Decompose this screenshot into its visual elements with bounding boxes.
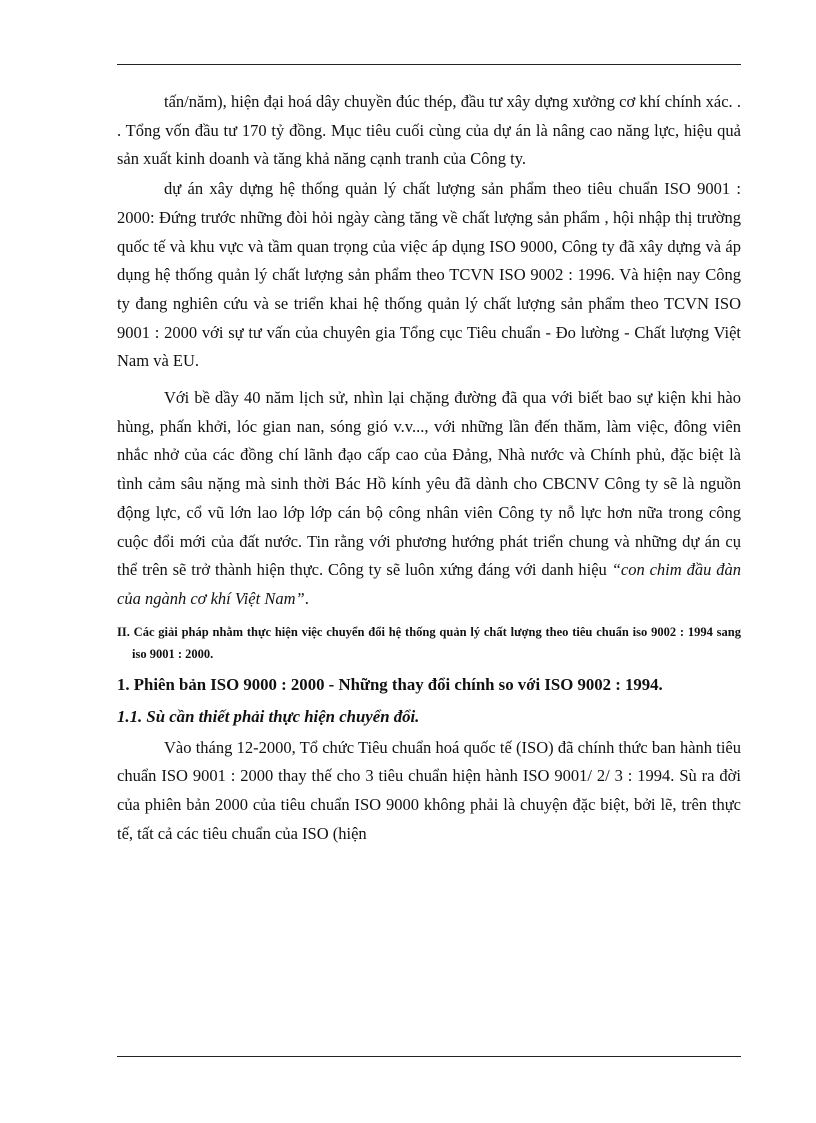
section-heading-ii: II. Các giải pháp nhằm thực hiện việc chuyển đổi hệ thống quản lý chất lượng theo tiêu chuẩn iso 9002 : 1994 sang iso 9001 : 2000. bbox=[117, 624, 741, 661]
footer-rule bbox=[117, 1056, 741, 1057]
paragraph-3-quote: “con chim đầu đàn của ngành cơ khí Việt Nam” bbox=[117, 560, 741, 608]
header-rule bbox=[117, 64, 741, 65]
paragraph-1: tấn/năm), hiện đại hoá dây chuyền đúc thép, đầu tư xây dựng xưởng cơ khí chính xác. . . Tổng vốn đầu tư 170 tỷ đồng. Mục tiêu cuối cùng của dự án là nâng cao năng lực, hiệu quả sản xuất kinh doanh và tăng khả năng cạnh tranh của Công ty. bbox=[117, 92, 741, 169]
heading-1: 1. Phiên bản ISO 9000 : 2000 - Những thay đổi chính so với ISO 9002 : 1994. bbox=[117, 674, 663, 694]
heading-1-1: 1.1. Sù cần thiết phải thực hiện chuyển đổi. bbox=[117, 706, 420, 726]
page-body bbox=[117, 88, 741, 848]
paragraph-4: Vào tháng 12-2000, Tổ chức Tiêu chuẩn hoá quốc tế (ISO) đã chính thức ban hành tiêu chuẩn ISO 9001 : 2000 thay thế cho 3 tiêu chuẩn hiện hành ISO 9001/ 2/ 3 : 1994. Sù ra đời của phiên bản 2000 của tiêu chuẩn ISO 9000 không phải là chuyện đặc biệt, bởi lẽ, trên thực tế, tất cả các tiêu chuẩn của ISO (hiện bbox=[117, 737, 741, 843]
paragraph-3-end: . bbox=[304, 588, 309, 608]
paragraph-3-text: Với bề dầy 40 năm lịch sử, nhìn lại chặng đường đã qua với biết bao sự kiện khi hào hùng, phấn khởi, lóc gian nan, sóng gió v.v..., với những lần đến thăm, làm việc, đông viên nhắc nhở của các đồng chí lãnh đạo cấp cao của Đảng, Nhà nước và Chính phủ, đặc biệt là tình cảm sâu nặng mà sinh thời Bác Hồ kính yêu đã dành cho CBCNV Công ty sẽ là nguồn động lực, cổ vũ lớn lao lớp lớp cán bộ công nhân viên Công ty nỗ lực hơn nữa trong công cuộc đổi mới của đất nước. Tin rằng với phương hướng phát triển chung và những dự án cụ thể trên sẽ trở thành hiện thực. Công ty sẽ luôn xứng đáng với danh hiệu bbox=[117, 388, 741, 580]
paragraph-2: dự án xây dựng hệ thống quản lý chất lượng sản phẩm theo tiêu chuẩn ISO 9001 : 2000: Đứng trước những đòi hỏi ngày càng tăng về chất lượng sản phẩm , hội nhập thị trường quốc tế và khu vực và tầm quan trọng của việc áp dụng ISO 9000, Công ty đã xây dựng và áp dụng hệ thống quản lý chất lượng sản phẩm theo TCVN ISO 9002 : 1996. Và hiện nay Công ty đang nghiên cứu và se triển khai hệ thống quản lý chất lượng sản phẩm theo TCVN ISO 9001 : 2000 với sự tư vấn của chuyên gia Tổng cục Tiêu chuẩn - Đo lường - Chất lượng Việt Nam và EU. bbox=[117, 179, 741, 371]
paragraph-3 bbox=[117, 384, 741, 614]
